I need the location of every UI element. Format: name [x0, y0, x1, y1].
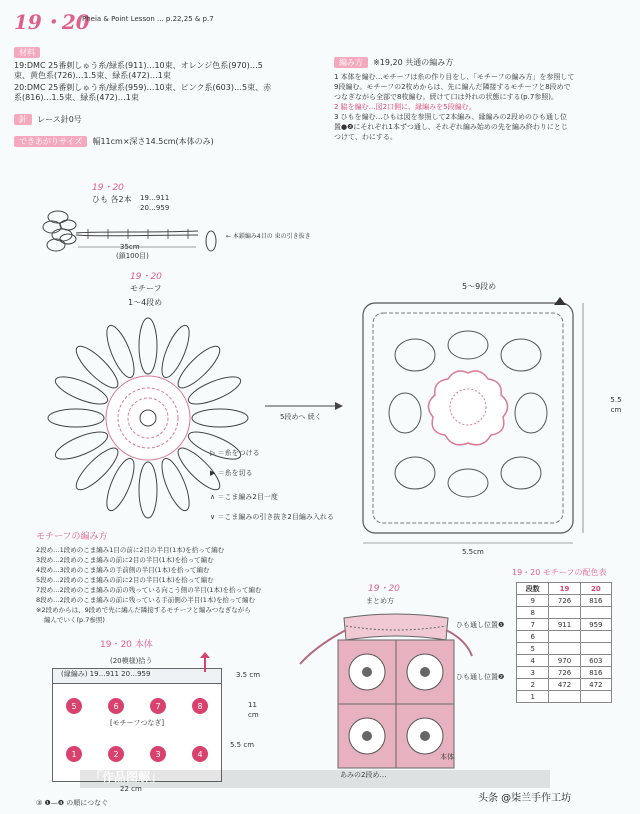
legend-join: ＝糸をつける: [217, 449, 260, 457]
motif-method-line: 4段め…3段めのこま編みの手前側の半目(1本)を拾って編む: [36, 566, 210, 574]
motif-height: 5.5 cm: [610, 396, 622, 414]
size-tag: できあがりサイズ: [14, 136, 87, 147]
color-table-cell: 959: [580, 619, 611, 631]
color-table-cell: 9: [517, 595, 549, 607]
cord-length: 35cm: [120, 243, 140, 251]
color-table-row: [517, 655, 612, 667]
petal-shape: [101, 322, 139, 381]
method-step: 置●❷にそれぞれ1本ずつ通し、それぞれ編み始めの先を編み終わりにとじ: [334, 123, 568, 131]
materials-line: 束、黄色系(726)…1.5束、緑系(472)…1束: [14, 71, 171, 80]
motif-method-block: [36, 532, 336, 625]
petal-shape: [157, 455, 195, 514]
motif-number: 1: [66, 746, 82, 762]
color-table-cell: 1: [517, 691, 549, 703]
motif-number: 5: [66, 698, 82, 714]
cord-name: ひも 各2本: [92, 195, 132, 204]
color-table-cell: [580, 691, 611, 703]
motif-number: 2: [108, 746, 124, 762]
motif-method-title: モチーフの編み方: [36, 532, 108, 542]
method-block: [334, 50, 634, 142]
color-table-cell: 726: [549, 667, 580, 679]
motif-number: 7: [150, 698, 166, 714]
color-table-header: 段数: [517, 583, 549, 595]
motif-number: 6: [108, 698, 124, 714]
color-table-header: 20: [580, 583, 611, 595]
body-motif-label: [モチーフつなぎ]: [109, 719, 165, 727]
materials-line: 20:DMC 25番刺しゅう糸/緑系(959)…10束、ピンク系(603)…5束、赤: [14, 83, 272, 92]
method-tag-note: ※19,20 共通の編み方: [373, 58, 454, 67]
motif-rows-right: 5〜9段め: [462, 282, 497, 291]
color-table-row: [517, 595, 612, 607]
method-step: 9段編む。モチーフの2枚めからは、先に編んだ隣接するモチーフと8段めで: [334, 83, 571, 91]
color-table-cell: 911: [549, 619, 580, 631]
cord-note: ← 本鎖編み4目の 束の引き抜き: [226, 233, 311, 240]
petal-shape: [52, 427, 111, 465]
finish-pos2: ひも通し位置❷: [456, 673, 505, 681]
pattern-code: 19・20: [14, 10, 90, 34]
motif-method-line: 5段め…2段めのこま編みの前に2目の半目(1本)を拾って編む: [36, 576, 214, 584]
method-step: 1 本体を編む…モチーフは糸の作り目をし、「モチーフの編み方」を参照して: [334, 73, 575, 81]
cord-color-19: 19…911: [140, 194, 170, 202]
finish-name: まとめ方: [366, 597, 394, 605]
materials-block: [14, 40, 271, 148]
color-table-cell: 2: [517, 679, 549, 691]
color-table-row: [517, 667, 612, 679]
cord-color-20: 20…959: [140, 204, 170, 212]
color-table-cell: 472: [549, 679, 580, 691]
color-table-cell: 4: [517, 655, 549, 667]
body-border-text: (縁編み) 19…911 20…959: [61, 670, 151, 678]
body-h1: 3.5 cm: [236, 671, 261, 679]
body-bottom-note: ③ ❶—❹ の順につなぐ: [36, 799, 109, 807]
method-step: 2 脇を編む…図2口側に、縁編みを5段編む。: [334, 103, 476, 111]
color-table-header: 19: [549, 583, 580, 595]
color-table-cell: [580, 607, 611, 619]
color-table-cell: 7: [517, 619, 549, 631]
motif-number: 8: [192, 698, 208, 714]
motif-method-line: 編んでいく(p.7参照): [44, 616, 105, 624]
arrow-icon: [265, 400, 345, 412]
color-table-cell: 3: [517, 667, 549, 679]
motif-name: モチーフ: [130, 284, 162, 293]
color-table-cell: 816: [580, 595, 611, 607]
color-table-row: [517, 691, 612, 703]
to-next-row: 5段めへ 続く: [280, 413, 322, 421]
petal-shape: [71, 341, 123, 393]
petal-shape: [157, 322, 195, 381]
legend-sc3: ＝こま編みの引き抜き2目編み入れる: [217, 513, 334, 521]
body-diagram: [52, 668, 222, 782]
color-table-cell: [580, 631, 611, 643]
petal-shape: [185, 371, 244, 409]
legend-sc2tog: ＝こま編み2目一度: [217, 493, 278, 501]
color-table-cell: 472: [580, 679, 611, 691]
color-table-cell: 970: [549, 655, 580, 667]
petal-shape: [139, 462, 157, 518]
color-table-cell: [549, 643, 580, 655]
color-table-cell: 603: [580, 655, 611, 667]
legend: ▷ ＝糸をつける ▶ ＝糸を切る ∧ ＝こま編み2目一度 ∨ ＝こま編みの引き抜き2目編み入れる: [210, 449, 334, 521]
cord-chain: (鎖100目): [116, 252, 149, 260]
motif-method-line: 2段め…1段めのこま編み1目の前に2目の半目(1本)を拾って編む: [36, 546, 225, 554]
color-table-cell: [549, 691, 580, 703]
color-table-row: [517, 607, 612, 619]
motif-method-line: 8段め…2段めのこま編みの前に残っている手前側の半目(1本)を拾って編む: [36, 596, 255, 604]
petal-shape: [71, 443, 123, 495]
motif-title: 19・20: [130, 272, 162, 282]
finish-title: 19・20: [368, 584, 400, 594]
color-table-cell: 726: [549, 595, 580, 607]
legend-cut: ＝糸を切る: [217, 469, 253, 477]
method-step: つなぎながら全部で8枚編む。続けて口は外れの状態にする(p.7参照)。: [334, 93, 559, 101]
motif-method-line: ※2段めからは、9段めで先に編んだ隣接するモチーフと編みつなぎながら: [36, 606, 251, 614]
pattern-subtitle: Pheia & Point Lesson ... p.22,25 & p.7: [82, 15, 214, 23]
motif-rows-left: 1〜4段め: [128, 298, 163, 307]
color-table-cell: 6: [517, 631, 549, 643]
petal-shape: [48, 409, 104, 427]
motif-width: 5.5cm: [462, 548, 484, 556]
method-tag: 編み方: [334, 57, 368, 68]
color-table-cell: 5: [517, 643, 549, 655]
color-table-cell: [549, 607, 580, 619]
size-text: 幅11cm×深さ14.5cm(本体のみ): [92, 137, 214, 146]
motif-number: 3: [150, 746, 166, 762]
body-title: 19・20 本体: [100, 640, 153, 650]
body-h3: 5.5 cm: [230, 741, 255, 749]
up-arrow-icon: [198, 652, 212, 672]
body-row-bottom: [53, 746, 221, 762]
finish-bottom: 本体: [440, 753, 454, 761]
color-table-cell: [549, 631, 580, 643]
color-table-title: 19・20 モチーフの配色表: [512, 568, 607, 577]
hook-tag: 針: [14, 114, 32, 125]
color-table-cell: 8: [517, 607, 549, 619]
motif-method-line: 3段め…2段めのこま編みの前に2目の半目(1本)を拾って編む: [36, 556, 214, 564]
bag-illustration: [296, 606, 496, 771]
body-h2: 11 cm: [248, 701, 259, 719]
hook-text: レース針0号: [37, 115, 82, 124]
body-row-top: [53, 698, 221, 714]
petal-shape: [52, 371, 111, 409]
petal-shape: [192, 409, 248, 427]
method-step: つけて、わにする。: [334, 133, 397, 141]
body-width: 22 cm: [120, 785, 142, 793]
body-border-label: [53, 669, 221, 684]
color-table-cell: 816: [580, 667, 611, 679]
color-table-row: [517, 643, 612, 655]
petal-shape: [173, 341, 225, 393]
materials-tag: 材料: [14, 47, 40, 58]
finish-pos1: ひも通し位置❶: [456, 621, 505, 629]
motif-square-chart: [355, 295, 605, 550]
color-table-row: [517, 679, 612, 691]
color-table-cell: [580, 643, 611, 655]
petal-shape: [139, 318, 157, 374]
motif-method-line: 7段め…2段めのこま編みの前の残っている向こう側の半目(1本)を拾って編む: [36, 586, 262, 594]
watermark-left: 「作品图解」: [90, 770, 163, 784]
materials-line: 系(816)…1.5束、緑系(472)…1束: [14, 93, 139, 102]
color-table-row: [517, 619, 612, 631]
petal-shape: [101, 455, 139, 514]
materials-line: 19:DMC 25番刺しゅう糸/緑系(911)…10束、オレンジ色系(970)…5: [14, 61, 263, 70]
color-table: [516, 582, 612, 703]
finish-bottom-note: あみの2段め…: [340, 771, 387, 779]
method-step: 3 ひもを編む…ひもは図を参照して2本編み、縁編みの2段めのひも通し位: [334, 113, 568, 121]
motif-number: 4: [192, 746, 208, 762]
watermark-right: 头条 @柒兰手作工坊: [478, 793, 572, 804]
body-top-note: (20模様)拾う: [110, 657, 153, 665]
cord-title: 19・20: [92, 183, 124, 193]
color-table-row: [517, 631, 612, 643]
